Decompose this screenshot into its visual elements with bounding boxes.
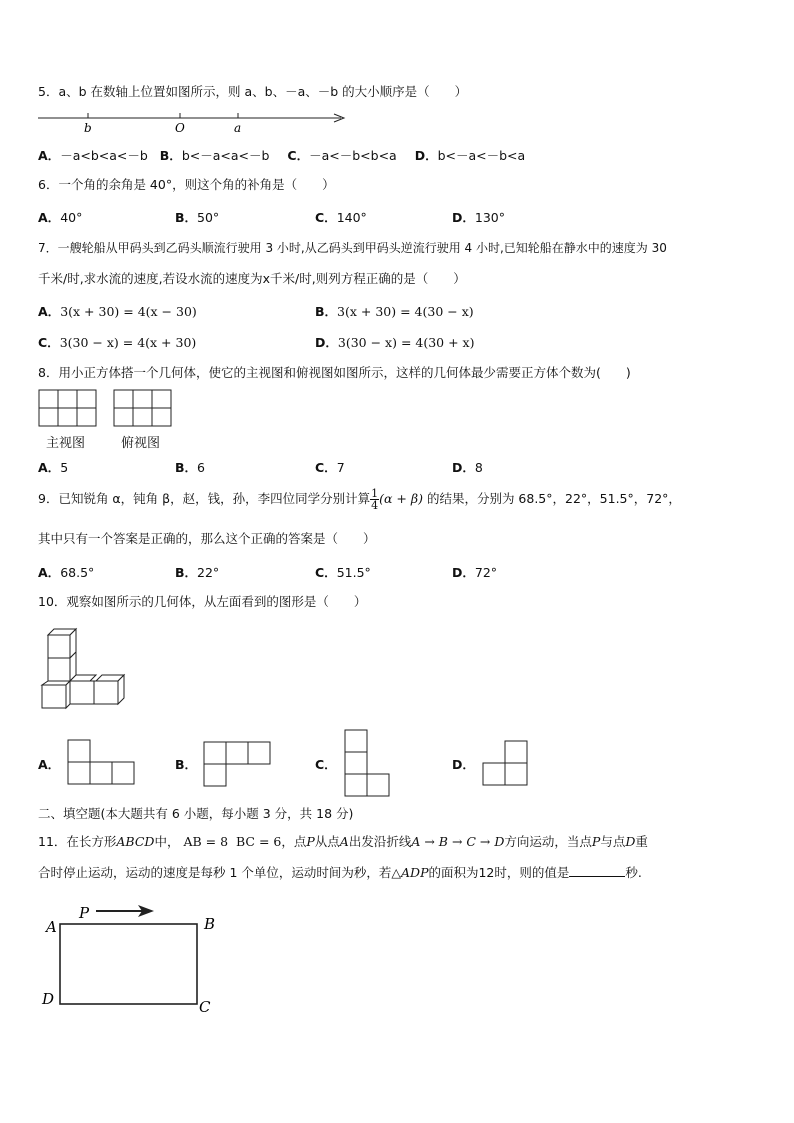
q6-option-a: A．40°: [38, 210, 83, 225]
q7-stem-line2: 千米/时,求水流的速度,若设水流的速度为x千米/时,则列方程正确的是（ ）: [38, 271, 466, 286]
label-p: P: [79, 904, 90, 922]
q6-option-b: B．50°: [175, 210, 220, 225]
q9-stem-line1: [38, 488, 681, 511]
q8-caption-top: 俯视图: [121, 436, 161, 451]
q10-stem: 10．观察如图所示的几何体，从左面看到的图形是（ ）: [38, 594, 367, 609]
q10-option-c-figure: [343, 728, 395, 798]
q5-stem: 5．a、b 在数轴上位置如图所示，则 a、b、－a、－b 的大小顺序是（ ）: [38, 84, 468, 99]
q11-line2: 合时停止运动，运动的速度是每秒 1 个单位，运动时间为秒，若△ADP的面积为12时，则的值是 秒.: [38, 865, 642, 880]
q10-solid-figure: [38, 626, 130, 712]
q5-option-c: －a<－b<b<a: [309, 148, 397, 163]
q8-stem: 8．用小正方体搭一个几何体，使它的主视图和俯视图如图所示，这样的几何体最少需要正方体个数为( ): [38, 365, 631, 380]
q8-front-view: [38, 389, 98, 429]
q9-fraction: $\frac{1}{4}$: [371, 487, 379, 512]
q6-option-d: D．130°: [452, 210, 505, 225]
q10-option-c-label: C．: [315, 757, 337, 772]
q10-option-d-label: D．: [452, 757, 475, 772]
axis-label-b: b: [84, 121, 92, 135]
q9-stem-a: 9．已知锐角 α，钝角 β，赵，钱，孙，李四位同学分别计算: [38, 491, 371, 506]
q5-option-b: b<－a<a<－b: [181, 148, 270, 163]
label-b: B: [204, 915, 216, 933]
q5-option-d-label: D．: [414, 148, 438, 163]
q5-option-c-label: C．: [287, 148, 310, 163]
q9-option-a: A．68.5°: [38, 565, 95, 580]
label-c: C: [199, 998, 211, 1016]
q5-options: [38, 146, 525, 164]
label-a: A: [46, 918, 57, 936]
q5-option-b-label: B．: [159, 148, 182, 163]
q8-option-b: B．6: [175, 460, 205, 475]
q6-option-c: C．140°: [315, 210, 367, 225]
q7-option-c: C．3(30 − x) = 4(x + 30): [38, 335, 197, 350]
q5-option-d: b<－a<－b<a: [437, 148, 526, 163]
q10-option-a-figure: [66, 738, 138, 786]
q9-stem-line2: 其中只有一个答案是正确的，那么这个正确的答案是（ ）: [38, 531, 376, 546]
q8-option-d: D．8: [452, 460, 483, 475]
q10-option-d-figure: [481, 739, 533, 789]
q8-caption-front: 主视图: [46, 436, 86, 451]
q11-rectangle-figure: [38, 900, 238, 1020]
q5-option-a-label: A．: [38, 148, 61, 163]
q6-stem: 6．一个角的余角是 40°，则这个角的补角是（ ）: [38, 177, 335, 192]
q11-line1: 11．在长方形ABCD中， AB = 8 BC = 6，点P从点A出发沿折线A → B → C → D方向运动，当点P与点D重: [38, 834, 648, 849]
q9-frac-expr: (α + β): [379, 491, 423, 506]
q7-option-b: B．3(x + 30) = 4(30 − x): [315, 304, 474, 319]
q10-option-a-label: A．: [38, 757, 61, 772]
q8-top-view: [113, 389, 173, 429]
q10-option-b-figure: [202, 740, 274, 788]
axis-label-o: O: [175, 121, 185, 135]
q10-option-b-label: B．: [175, 757, 198, 772]
answer-blank[interactable]: [569, 864, 625, 877]
label-d: D: [42, 990, 55, 1008]
q5-option-a: －a<b<a<－b: [60, 148, 148, 163]
q9-option-d: D．72°: [452, 565, 498, 580]
q9-option-c: C．51.5°: [315, 565, 371, 580]
axis-label-a: a: [234, 121, 242, 135]
q5-number-line: [36, 110, 356, 136]
q7-option-d: D．3(30 − x) = 4(30 + x): [315, 335, 475, 350]
q9-stem-b: 的结果，分别为 68.5°，22°，51.5°，72°，: [426, 491, 681, 506]
q7-option-a: A．3(x + 30) = 4(x − 30): [38, 304, 197, 319]
section-heading: 二、填空题(本大题共有 6 小题，每小题 3 分，共 18 分): [38, 806, 354, 821]
q7-stem-line1: 7．一艘轮船从甲码头到乙码头顺流行驶用 3 小时,从乙码头到甲码头逆流行驶用 4 小时,已知轮船在静水中的速度为 30: [38, 241, 667, 255]
q8-option-a: A．5: [38, 460, 69, 475]
q9-option-b: B．22°: [175, 565, 220, 580]
q8-option-c: C．7: [315, 460, 345, 475]
